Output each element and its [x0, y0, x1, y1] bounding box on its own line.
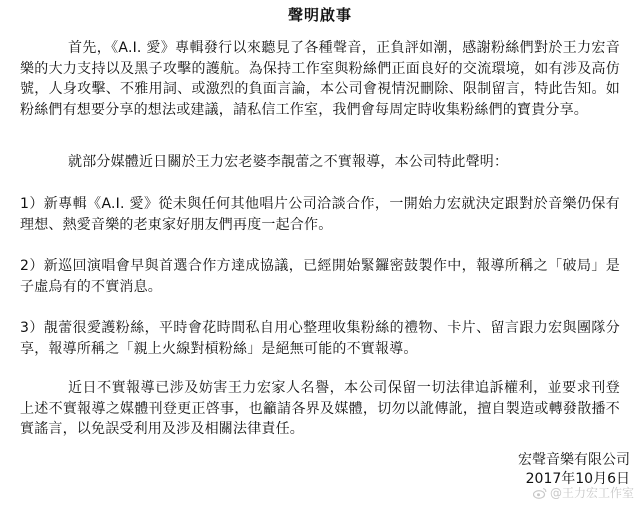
signature-company: 宏聲音樂有限公司 — [518, 452, 630, 468]
weibo-icon — [533, 487, 547, 499]
paragraph-intro: 首先，《A.I. 愛》專輯發行以來聽見了各種聲音，正負評如潮，感謝粉絲們對於王力宏音樂的大力支持以及黑子攻擊的護航。為保持工作室與粉絲們正面良好的交流環境，如有涉及高仿號，人身攻擊、不雅用詞、或激烈的負面言論，本公司會視情況刪除、限制留言，特此告知。如粉絲們有想要分享的想法或建議，請私信工作室，我們會每周定時收集粉絲們的寶貴分享。 — [20, 40, 620, 118]
signature-date: 2017年10月6日 — [525, 471, 630, 487]
document-title: 聲明啟事 — [287, 6, 352, 24]
paragraph-point-3: 3）靚蕾很愛護粉絲，平時會花時間私自用心整理收集粉絲的禮物、卡片、留言跟力宏與團隊分享，報導所稱之「親上火線對槓粉絲」是絕無可能的不實報導。 — [20, 320, 620, 357]
paragraph-legal: 近日不實報導已涉及妨害王力宏家人名譽，本公司保留一切法律追訴權利，並要求刊登上述不實報導之媒體刊登更正啓事，也籲請各界及媒體，切勿以訛傳訛，擅自製造或轉發散播不實謠言，以免誤受利用及涉及相關法律責任。 — [20, 380, 620, 437]
paragraph-point-1: 1）新專輯《A.I. 愛》從未與任何其他唱片公司洽談合作，一開始力宏就決定跟對於音樂仍保有理想、熱愛音樂的老東家好朋友們再度一起合作。 — [20, 196, 620, 233]
paragraph-point-2: 2）新巡回演唱會早與首選合作方達成協議，已經開始緊鑼密鼓製作中，報導所稱之「破局」是子虛烏有的不實消息。 — [20, 258, 620, 295]
weibo-watermark — [533, 484, 634, 501]
paragraph-statement-lead: 就部分媒體近日關於王力宏老婆李靚蕾之不實報導，本公司特此聲明： — [68, 154, 509, 170]
watermark-text: @王力宏工作室 — [549, 486, 634, 500]
